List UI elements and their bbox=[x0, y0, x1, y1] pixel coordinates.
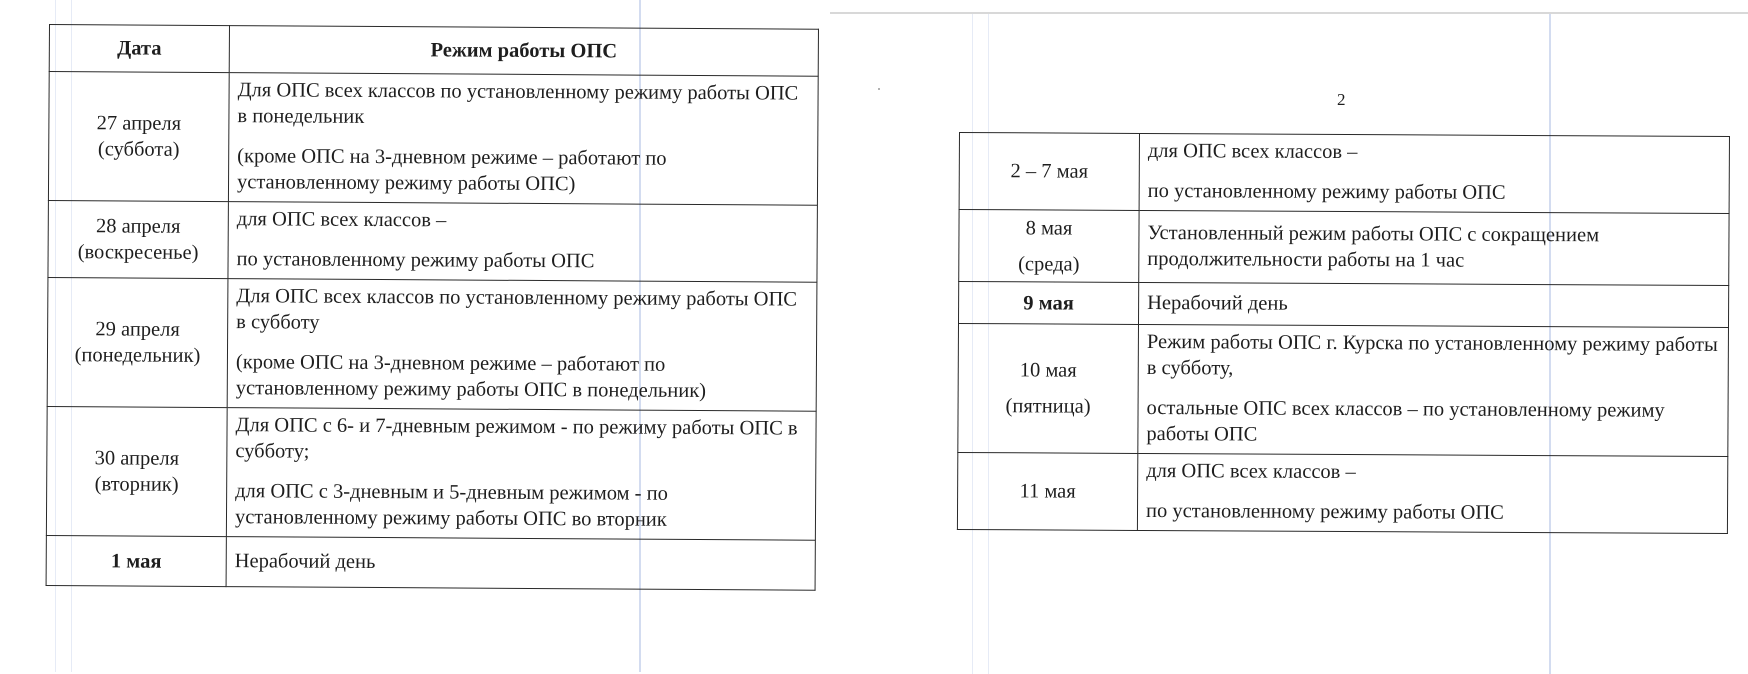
date-cell bbox=[957, 452, 1137, 530]
date-cell bbox=[46, 535, 226, 586]
mode-cell bbox=[226, 408, 816, 541]
date-cell bbox=[48, 200, 228, 278]
mode-paragraph: остальные ОПС всех классов – по установленному режиму работы ОПС bbox=[1146, 396, 1665, 446]
date-cell bbox=[47, 277, 228, 407]
mode-cell bbox=[1137, 453, 1727, 533]
mode-paragraph: Для ОПС всех классов по установленному режиму работы ОПС в субботу bbox=[236, 285, 798, 334]
date-cell bbox=[959, 210, 1139, 283]
table-row bbox=[958, 282, 1728, 328]
mode-paragraph: Нерабочий день bbox=[234, 549, 376, 573]
table-row bbox=[959, 133, 1729, 214]
column-header-date: Дата bbox=[49, 25, 229, 73]
mode-cell bbox=[1138, 282, 1728, 327]
date-cell bbox=[48, 72, 229, 202]
weekday-label: (среда) bbox=[1018, 252, 1080, 276]
column-header-mode: Режим работы ОПС bbox=[229, 26, 818, 77]
date-label: 11 мая bbox=[1019, 480, 1076, 503]
mode-cell bbox=[1138, 324, 1729, 456]
date-label: 29 апреля bbox=[95, 318, 180, 341]
weekday-label: (пятница) bbox=[1005, 395, 1091, 418]
page-number: 2 bbox=[1337, 90, 1346, 109]
date-cell bbox=[959, 133, 1139, 211]
table-row bbox=[48, 200, 817, 282]
mode-paragraph: по установленному режиму работы ОПС bbox=[236, 248, 595, 273]
mode-paragraph: по установленному режиму работы ОПС bbox=[1145, 499, 1504, 524]
mode-cell bbox=[228, 202, 817, 283]
mode-paragraph: по установленному режиму работы ОПС bbox=[1147, 179, 1506, 204]
schedule-rows-right bbox=[957, 133, 1729, 534]
table-row bbox=[48, 72, 818, 206]
mode-paragraph: для ОПС всех классов – bbox=[1146, 459, 1356, 484]
table-row bbox=[46, 406, 816, 540]
mode-paragraph: (кроме ОПС на 3-дневном режиме – работают по установленному режиму работы ОПС) bbox=[236, 145, 667, 196]
mode-cell bbox=[227, 279, 817, 412]
table-row bbox=[957, 452, 1727, 533]
date-label: 27 апреля bbox=[96, 112, 182, 135]
table-row bbox=[959, 210, 1729, 286]
schedule-table-left bbox=[46, 24, 819, 591]
schedule-table-right bbox=[957, 132, 1730, 534]
date-label: 30 апреля bbox=[94, 447, 180, 470]
mode-cell bbox=[1139, 210, 1729, 285]
mode-paragraph: Установленный режим работы ОПС с сокращением продолжительности работы на 1 час bbox=[1147, 221, 1600, 272]
weekday-label: (воскресенье) bbox=[77, 241, 199, 264]
date-label: 9 мая bbox=[1023, 291, 1074, 315]
mode-paragraph: Режим работы ОПС г. Курска по установленному режиму работы в субботу, bbox=[1146, 330, 1718, 380]
table-row bbox=[958, 324, 1729, 457]
weekday-label: (понедельник) bbox=[74, 344, 201, 367]
date-label: 10 мая bbox=[1019, 359, 1077, 382]
mode-paragraph: Нерабочий день bbox=[1147, 291, 1288, 315]
date-label: 1 мая bbox=[110, 549, 162, 573]
table-row bbox=[46, 535, 815, 590]
mode-paragraph: (кроме ОПС на 3-дневном режиме – работают по установленному режиму работы ОПС в понедельник) bbox=[235, 351, 707, 403]
mode-cell bbox=[226, 537, 815, 591]
mode-paragraph: Для ОПС с 6- и 7-дневным режимом - по режиму работы ОПС в субботу; bbox=[235, 414, 798, 463]
date-cell bbox=[46, 406, 227, 536]
scan-speck bbox=[878, 88, 880, 90]
table-row bbox=[47, 277, 817, 411]
date-label: 28 апреля bbox=[95, 215, 181, 238]
mode-paragraph: для ОПС с 3-дневным и 5-дневным режимом - по установленному режиму работы ОПС во вторник bbox=[234, 480, 668, 531]
date-label: 8 мая bbox=[1025, 216, 1073, 240]
mode-paragraph: Для ОПС всех классов по установленному режиму работы ОПС в понедельник bbox=[237, 79, 799, 128]
date-cell bbox=[958, 324, 1139, 454]
table-header-row bbox=[49, 25, 818, 77]
mode-paragraph: для ОПС всех классов – bbox=[1147, 139, 1358, 164]
date-cell bbox=[958, 282, 1138, 325]
weekday-label: (суббота) bbox=[97, 138, 180, 161]
date-label: 2 – 7 мая bbox=[1010, 160, 1089, 183]
mode-cell bbox=[1139, 133, 1729, 213]
mode-cell bbox=[228, 73, 818, 206]
mode-paragraph: для ОПС всех классов – bbox=[236, 208, 447, 232]
schedule-rows-left bbox=[46, 72, 818, 591]
weekday-label: (вторник) bbox=[94, 473, 179, 496]
